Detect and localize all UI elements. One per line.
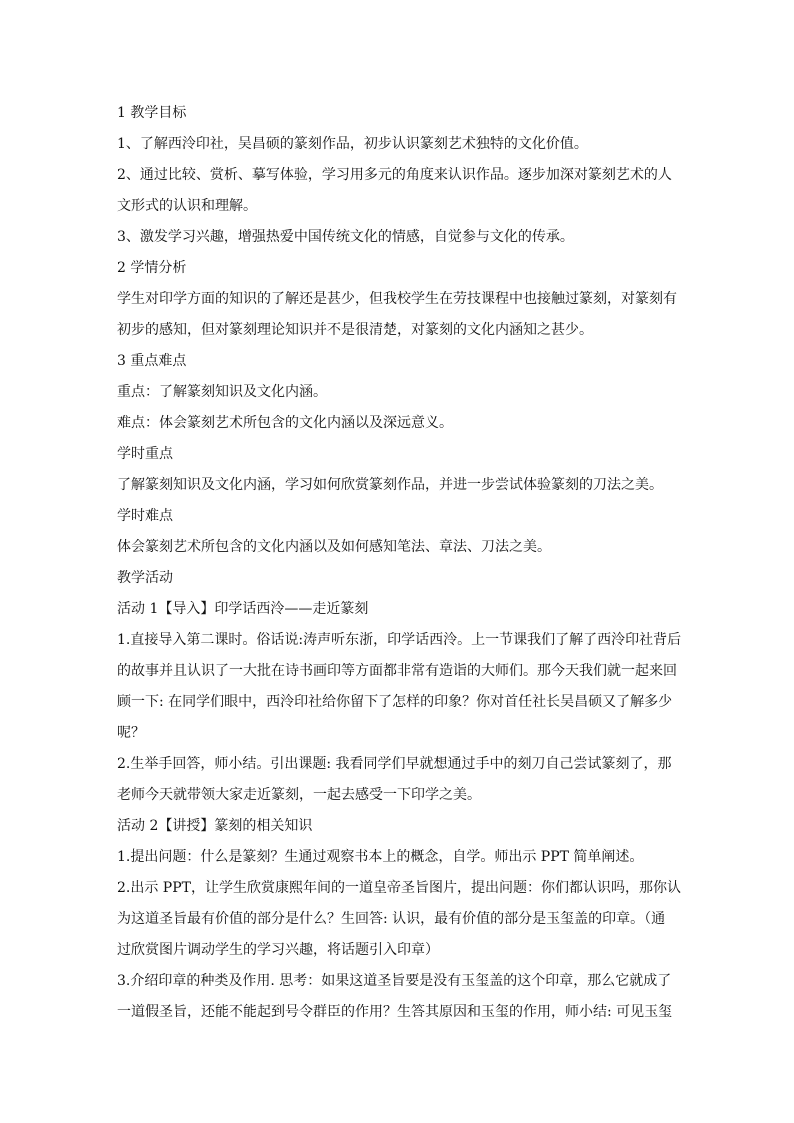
lesson-difficult-text: 体会篆刻艺术所包含的文化内涵以及如何感知笔法、章法、刀法之美。: [117, 539, 551, 555]
student-analysis-line-1: 学生对印学方面的知识的了解还是甚少，但我校学生在劳技课程中也接触过篆刻，对篆刻有: [117, 291, 677, 307]
activity-2-p2-line-3: 过欣赏图片调动学生的学习兴趣，将话题引入印章）: [117, 942, 439, 958]
activity-2-p1: 1.提出问题：什么是篆刻？生通过观察书本上的概念，自学。师出示 PPT 简单阐述。: [117, 849, 644, 865]
heading-teaching-activities: 教学活动: [117, 570, 173, 586]
heading-student-analysis: 2 学情分析: [117, 260, 187, 276]
goal-2-line-2: 文形式的认识和理解。: [117, 198, 257, 214]
activity-1-p1-line-1: 1.直接导入第二课时。俗话说:涛声听东浙，印学话西泠。上一节课我们了解了西泠印社背后: [117, 632, 682, 648]
activity-1-p1-line-4: 呢？: [117, 725, 145, 741]
activity-1-title: 活动 1【导入】印学话西泠——走近篆刻: [117, 601, 369, 617]
activity-1-p2-line-1: 2.生举手回答，师小结。引出课题: 我看同学们早就想通过手中的刻刀自己尝试篆刻了，那: [117, 756, 672, 772]
activity-2-title: 活动 2【讲授】篆刻的相关知识: [117, 818, 313, 834]
activity-2-p2-line-1: 2.出示 PPT，让学生欣赏康熙年间的一道皇帝圣旨图片，提出问题：你们都认识吗，那你认: [117, 880, 681, 896]
difficult-point: 难点：体会篆刻艺术所包含的文化内涵以及深远意义。: [117, 415, 453, 431]
heading-key-difficult: 3 重点难点: [117, 353, 187, 369]
heading-teaching-goals: 1 教学目标: [117, 105, 187, 121]
activity-2-p3-line-2: 一道假圣旨，还能不能起到号令群臣的作用？生答其原因和玉玺的作用，师小结: 可见玉玺: [117, 1004, 673, 1020]
goal-3: 3、激发学习兴趣，增强热爱中国传统文化的情感，自觉参与文化的传承。: [117, 229, 574, 245]
activity-2-p3-line-1: 3.介绍印章的种类及作用. 思考：如果这道圣旨要是没有玉玺盖的这个印章，那么它就成了: [117, 973, 672, 989]
document-page: [117, 98, 683, 1028]
activity-1-p2-line-2: 老师今天就带领大家走近篆刻，一起去感受一下印学之美。: [117, 787, 481, 803]
lesson-key-text: 了解篆刻知识及文化内涵，学习如何欣赏篆刻作品，并进一步尝试体验篆刻的刀法之美。: [117, 477, 663, 493]
goal-1: 1、了解西泠印社，吴昌硕的篆刻作品，初步认识篆刻艺术独特的文化价值。: [117, 136, 588, 152]
activity-1-p1-line-2: 的故事并且认识了一大批在诗书画印等方面都非常有造诣的大师们。那今天我们就一起来回: [117, 663, 677, 679]
activity-2-p2-line-2: 为这道圣旨最有价值的部分是什么？生回答: 认识，最有价值的部分是玉玺盖的印章。（通: [117, 911, 666, 927]
key-point: 重点：了解篆刻知识及文化内涵。: [117, 384, 327, 400]
heading-lesson-key: 学时重点: [117, 446, 173, 462]
student-analysis-line-2: 初步的感知，但对篆刻理论知识并不是很清楚，对篆刻的文化内涵知之甚少。: [117, 322, 593, 338]
activity-1-p1-line-3: 顾一下: 在同学们眼中，西泠印社给你留下了怎样的印象？你对首任社长吴昌硕又了解多少: [117, 694, 673, 710]
heading-lesson-difficult: 学时难点: [117, 508, 173, 524]
goal-2-line-1: 2、通过比较、赏析、摹写体验，学习用多元的角度来认识作品。逐步加深对篆刻艺术的人: [117, 167, 672, 183]
